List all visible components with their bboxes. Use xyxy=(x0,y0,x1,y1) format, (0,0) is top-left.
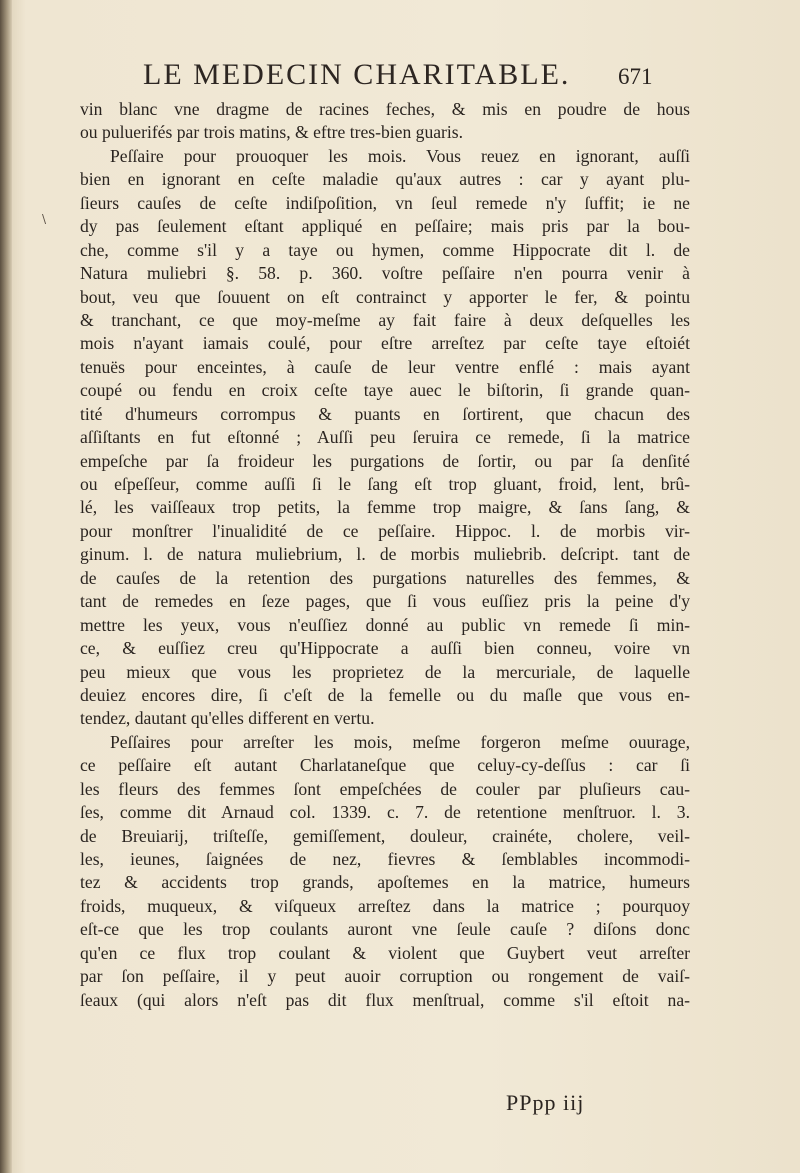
text-line: qu'en ce flux trop coulant & violent que Guybert veut arreſter xyxy=(80,942,690,963)
text-line: lé, les vaiſſeaux trop petits, la femme trop maigre, & ſans ſang, & xyxy=(80,497,690,518)
text-line: tité d'humeurs corrompus & puants en ſortirent, que chacun des xyxy=(80,403,690,424)
text-line: & tranchant, ce que moy-meſme ay fait faire à deux deſquelles les xyxy=(80,309,690,330)
text-line: ſieurs cauſes de ceſte indiſpoſition, vn ſeul remede n'y ſuffit; ie ne xyxy=(80,192,690,213)
page-number: 671 xyxy=(618,64,653,89)
text-line: froids, muqueux, & viſqueux arreſtez dans la matrice ; pourquoy xyxy=(80,895,690,916)
text-line: tenuës pour enceintes, à cauſe de leur ventre enflé : mais ayant xyxy=(80,356,690,377)
text-line: ſeaux (qui alors n'eſt pas dit flux menſtrual, comme s'il eſtoit na- xyxy=(80,989,690,1010)
running-title: LE MEDECIN CHARITABLE. xyxy=(143,58,571,91)
text-line: par ſon peſſaire, il y peut auoir corruption ou rongement de vaiſ- xyxy=(80,966,690,987)
text-line: ginum. l. de natura muliebrium, l. de morbis muliebrib. deſcript. tant de xyxy=(80,544,690,565)
text-line: tendez, dautant qu'elles different en vertu. xyxy=(80,708,375,729)
text-line: pour monſtrer l'inualidité de ce peſſaire. Hippoc. l. de morbis vir- xyxy=(80,520,690,541)
text-line: ce peſſaire eſt autant Charlataneſque que celuy-cy-deſſus : car ſi xyxy=(80,755,690,776)
text-line: bien en ignorant en ceſte maladie qu'aux autres : car y ayant plu- xyxy=(80,169,690,190)
text-line: vin blanc vne dragme de racines feches, & mis en poudre de hous xyxy=(80,99,690,119)
book-spine-shadow xyxy=(0,0,12,1173)
text-line: Peſſaires pour arreſter les mois, meſme forgeron meſme ouurage, xyxy=(110,731,690,752)
text-line: Peſſaire pour prouoquer les mois. Vous reuez en ignorant, auſſi xyxy=(110,145,690,166)
text-line: mettre les yeux, vous n'euſſiez donné au public vn remede ſi min- xyxy=(80,614,690,635)
text-line: coupé ou fendu en croix ceſte taye auec le biſtorin, ſi grande quan- xyxy=(80,380,690,401)
text-line: deuiez encores dire, ſi c'eſt de la femelle ou du maſle que vous en- xyxy=(80,684,690,705)
text-line: de cauſes de la retention des purgations naturelles des femmes, & xyxy=(80,567,690,588)
text-line: eſt-ce que les trop coulants auront vne ſeule cauſe ? diſons donc xyxy=(80,919,690,940)
text-line: dy pas ſeulement eſtant appliqué en peſſaire; mais pris par la bou- xyxy=(80,216,690,237)
text-line: les, ieunes, ſaignées de nez, fievres & ſemblables incommodi- xyxy=(80,849,690,869)
text-line: ou eſpeſſeur, comme auſſi ſi le ſang eſt trop gluant, froid, lent, brû- xyxy=(80,474,690,494)
text-line: tant de remedes en ſeze pages, que ſi vous euſſiez pris la peine d'y xyxy=(80,591,690,612)
text-line: empeſche par ſa froideur les purgations de ſortir, ou par ſa denſité xyxy=(80,450,690,471)
text-line: ce, & euſſiez creu qu'Hippocrate a auſſi bien conneu, voire vn xyxy=(80,638,690,659)
text-line: ou puluerifés par trois matins, & eftre tres-bien guaris. xyxy=(80,122,464,143)
page-header xyxy=(143,58,653,98)
body-text xyxy=(80,98,690,1012)
text-line: che, comme s'il y a taye ou hymen, comme Hippocrate dit l. de xyxy=(80,239,690,260)
margin-mark: \ xyxy=(42,212,47,226)
text-line: ſes, comme dit Arnaud col. 1339. c. 7. de retentione menſtruor. l. 3. xyxy=(80,802,690,823)
text-line: de Breuiarij, triſteſſe, gemiſſement, douleur, crainéte, cholere, veil- xyxy=(80,825,690,846)
text-line: Natura muliebri §. 58. p. 360. voſtre peſſaire n'en pourra venir à xyxy=(80,263,690,284)
text-line: bout, veu que ſouuent on eſt contrainct y apporter le fer, & pointu xyxy=(80,286,690,307)
text-line: peu mieux que vous les proprietez de la mercuriale, de laquelle xyxy=(80,661,690,682)
text-line: aſſiſtants en fut eſtonné ; Auſſi peu ſeruira ce remede, ſi la matrice xyxy=(80,427,690,448)
text-line: les fleurs des femmes ſont empeſchées de couler par pluſieurs cau- xyxy=(80,778,690,799)
text-line: mois n'ayant iamais coulé, pour eſtre arreſtez par ceſte taye eſtoiét xyxy=(80,333,690,354)
text-line: tez & accidents trop grands, apoſtemes en la matrice, humeurs xyxy=(80,872,690,893)
printer-signature: PPpp iij xyxy=(506,1090,585,1115)
